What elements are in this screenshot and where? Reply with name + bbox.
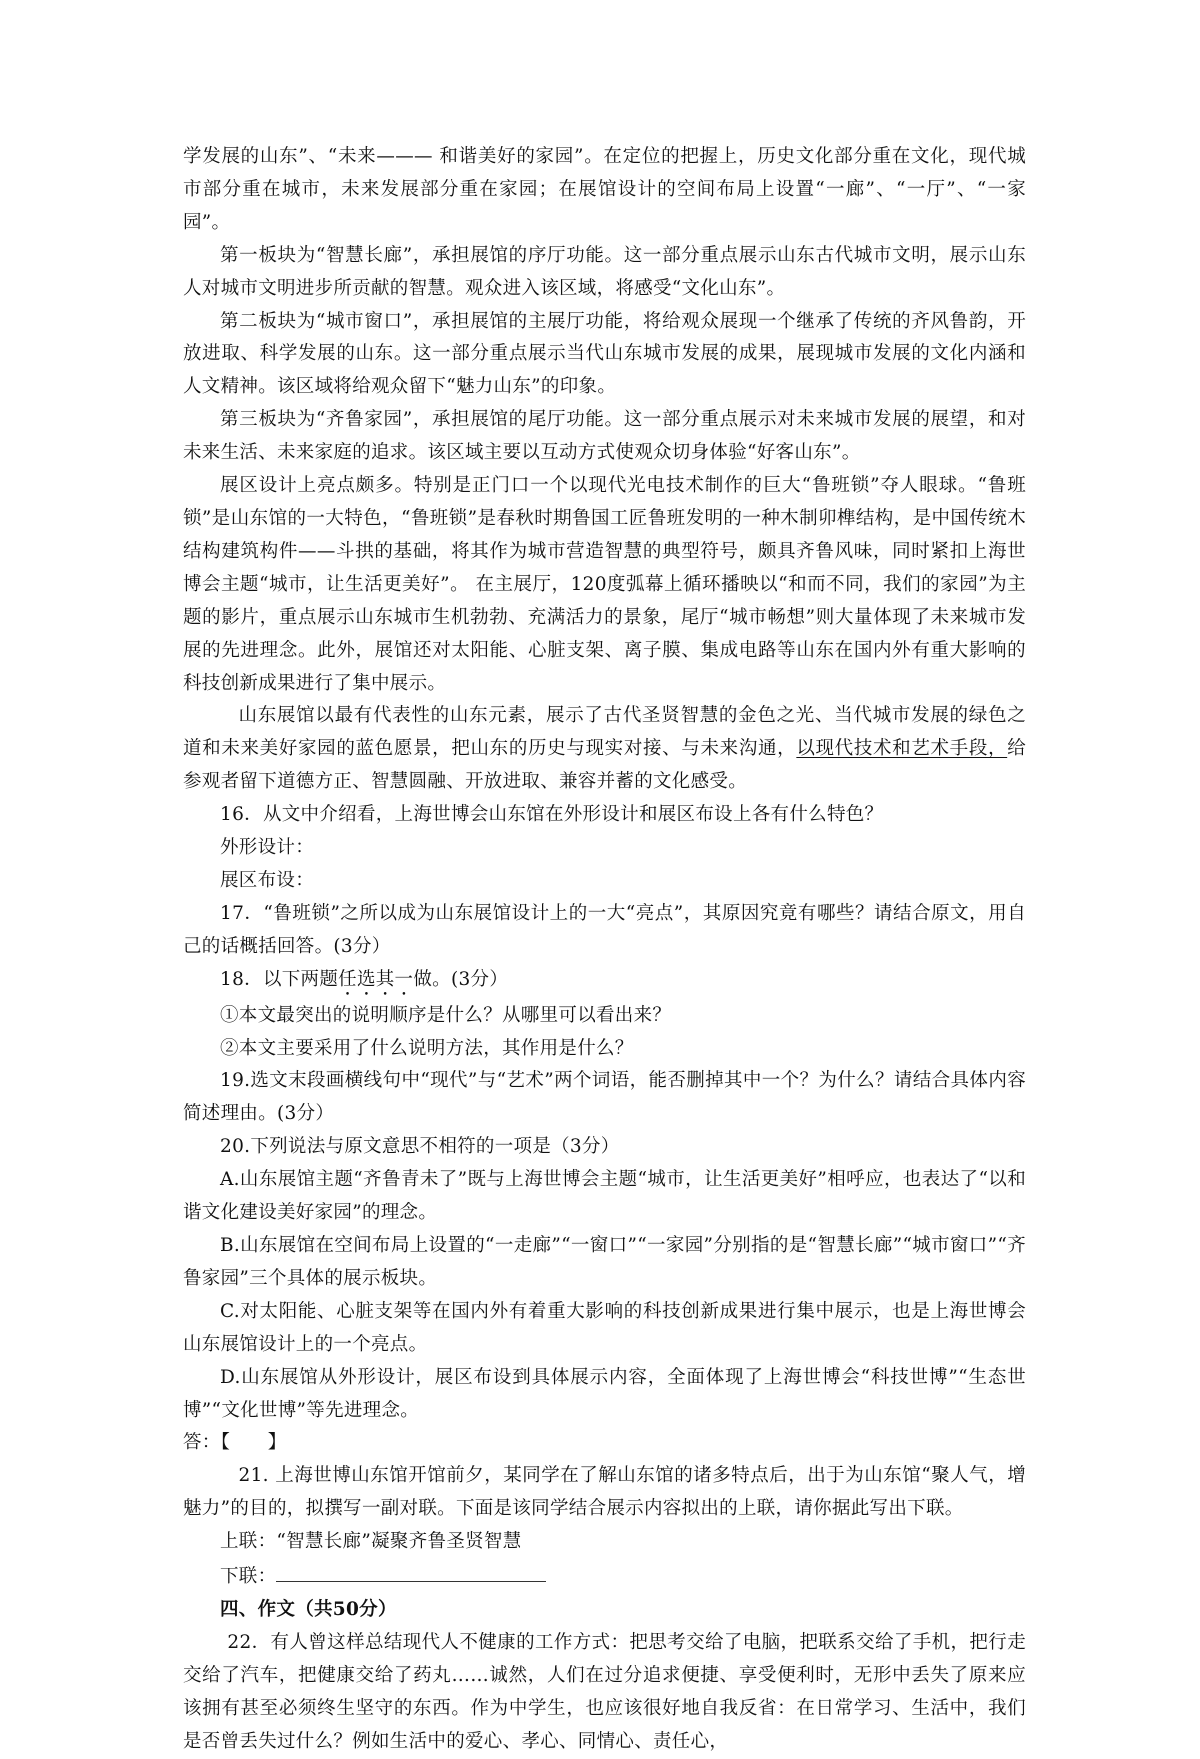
passage-paragraph-3: 第三板块为“齐鲁家园”，承担展馆的尾厅功能。这一部分重点展示对未来城市发展的展望，和对未来生活、未来家庭的追求。该区域主要以互动方式使观众切身体验“好客山东”。 [183,409,1026,464]
underlined-sentence: 以现代技术和艺术手段， [796,738,1008,760]
question-20-option-c: C.对太阳能、心脏支架等在国内外有着重大影响的科技创新成果进行集中展示，也是上海世博会山东展馆设计上的一个亮点。 [183,1300,1026,1355]
question-21-lower-label: 下联： [220,1566,277,1588]
passage-paragraph-4: 展区设计上亮点颇多。特别是正门口一个以现代光电技术制作的巨大“鲁班锁”夺人眼球。“鲁班锁”是山东馆的一大特色，“鲁班锁”是春秋时期鲁国工匠鲁班发明的一种木制卯榫结构，是中国传统木结构建筑构件——斗拱的基础，将其作为城市营造智慧的典型符号，颇具齐鲁风味，同时紧扣上海世博会主题“城市，让生活更美好”。 在主展厅，120度弧幕上循环播映以“和而不同，我们的家园”为主题的影片，重点展示山东城市生机勃勃、充满活力的景象，尾厅“城市畅想”则大量体现了未来城市发展的先进理念。此外，展馆还对太阳能、心脏支架、离子膜、集成电路等山东在国内外有重大影响的科技创新成果进行了集中展示。 [183,475,1026,694]
question-19: 19.选文末段画横线句中“现代”与“艺术”两个词语，能否删掉其中一个？为什么？请结合具体内容简述理由。(3分） [183,1070,1026,1125]
question-18 [183,964,1026,1000]
question-21-upper-couplet: 上联：“智慧长廊”凝聚齐鲁圣贤智慧 [220,1531,522,1553]
page-content [183,141,1026,1759]
question-18-emphasis: 任选其一 [338,968,414,990]
question-18-suffix: 做。(3分） [413,968,509,990]
passage-paragraph-0: 学发展的山东”、“未来——— 和谐美好的家园”。在定位的把握上，历史文化部分重在文化，现代城市部分重在城市，未来发展部分重在家园；在展馆设计的空间布局上设置“一廊”、“一厅”、“一家园”。 [183,146,1026,233]
question-21: 21. 上海世博山东馆开馆前夕，某同学在了解山东馆的诸多特点后，出于为山东馆“聚人气，增魅力”的目的，拟撰写一副对联。下面是该同学结合展示内容拟出的上联，请你据此写出下联。 [183,1465,1026,1520]
question-22: 22．有人曾这样总结现代人不健康的工作方式：把思考交给了电脑，把联系交给了手机，把行走交给了汽车，把健康交给了药丸……诚然，人们在过分追求便捷、享受便利时，无形中丢失了原来应该拥有甚至必须终生坚守的东西。作为中学生，也应该很好地自我反省：在日常学习、生活中，我们是否曾丢失过什么？例如生活中的爱心、孝心、同情心、责任心， [183,1631,1026,1752]
question-18-option-1: ①本文最突出的说明顺序是什么？从哪里可以看出来？ [220,1004,672,1026]
question-20: 20.下列说法与原文意思不相符的一项是（3分） [220,1136,620,1158]
passage-paragraph-1: 第一板块为“智慧长廊”，承担展馆的序厅功能。这一部分重点展示山东古代城市文明，展示山东人对城市文明进步所贡献的智慧。观众进入该区域，将感受“文化山东”。 [183,244,1026,299]
section-4-heading: 四、作文（共50分） [220,1598,397,1620]
question-18-prefix: 18．以下两题 [220,968,339,990]
passage-paragraph-5-start: 山东展馆以最有代表性的山东元素，展示了古代圣贤智慧的金色之光、当代城市发展的绿色之道和未来美好家园的蓝色愿景，把山东的历史与现实对接、与未来沟通， [183,705,1026,760]
question-16: 16．从文中介绍看，上海世博会山东馆在外形设计和展区布设上各有什么特色？ [220,804,884,826]
question-20-option-d: D.山东展馆从外形设计，展区布设到具体展示内容，全面体现了上海世博会“科技世博”“生态世博”“文化世博”等先进理念。 [183,1366,1026,1421]
question-20-option-a: A.山东展馆主题“齐鲁青未了”既与上海世博会主题“城市，让生活更美好”相呼应，也表达了“以和谐文化建设美好家园”的理念。 [183,1169,1026,1224]
question-16-layout-label: 展区布设： [220,869,315,891]
question-21-lower-couplet [183,1559,1026,1594]
passage-paragraph-5-end: 给参观者留下道德方正、智慧圆融、开放进取、兼容并蓄的文化感受。 [183,738,1026,793]
passage-paragraph-5 [183,700,1026,799]
question-20-option-b: B.山东展馆在空间布局上设置的“一走廊”“一窗口”“一家园”分别指的是“智慧长廊”“城市窗口”“齐鲁家园”三个具体的展示板块。 [183,1235,1026,1289]
question-18-option-2: ②本文主要采用了什么说明方法，其作用是什么？ [220,1037,634,1059]
question-17: 17．“鲁班锁”之所以成为山东展馆设计上的一大“亮点”，其原因究竟有哪些？请结合原文，用自己的话概括回答。(3分） [183,902,1026,957]
question-16-shape-label: 外形设计： [220,837,315,859]
passage-paragraph-2: 第二板块为“城市窗口”，承担展馆的主展厅功能，将给观众展现一个继承了传统的齐风鲁韵，开放进取、科学发展的山东。这一部分重点展示当代山东城市发展的成果，展现城市发展的文化内涵和人文精神。该区域将给观众留下“魅力山东”的印象。 [183,310,1026,398]
answer-blank-line[interactable] [276,1559,546,1582]
question-20-answer-bracket: 答：【 】 [183,1432,287,1454]
